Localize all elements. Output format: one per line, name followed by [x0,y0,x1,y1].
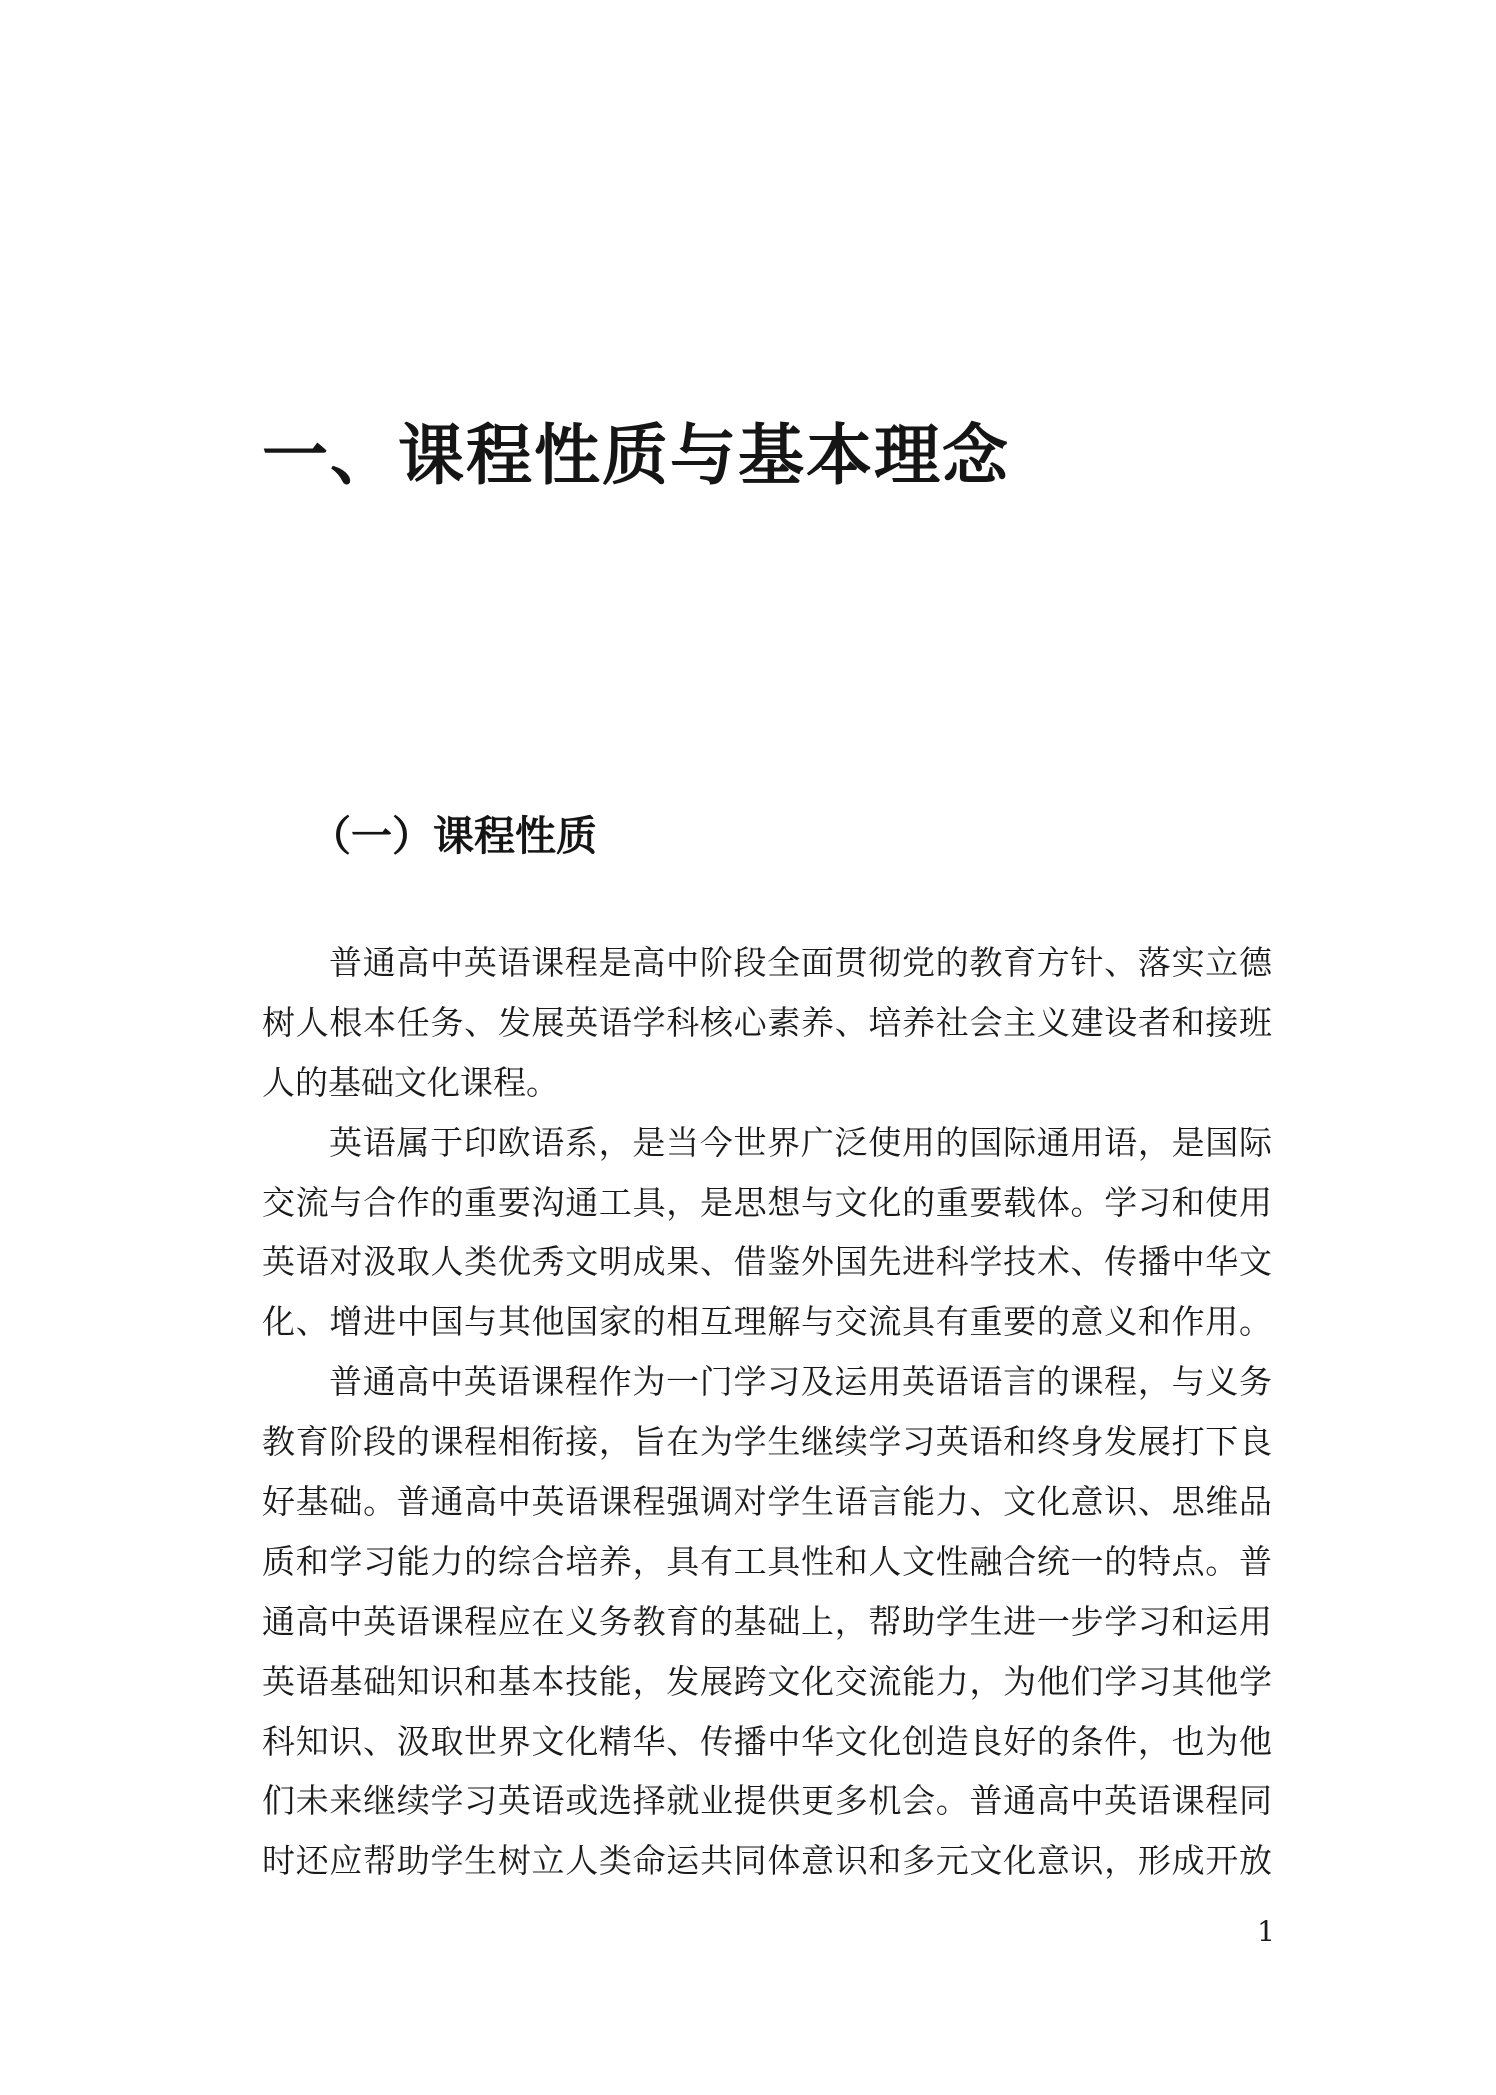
text-line: 教育阶段的课程相衔接，旨在为学生继续学习英语和终身发展打下良 [262,1422,1272,1462]
paragraph-1 [262,933,1272,1113]
section-title: （一）课程性质 [310,812,597,860]
page-number: 1 [1257,1915,1275,1948]
text-line: 科知识、汲取世界文化精华、传播中华文化创造良好的条件，也为他 [262,1721,1272,1761]
text-line: 普通高中英语课程作为一门学习及运用英语语言的课程，与义务 [329,1362,1272,1402]
text-line: 通高中英语课程应在义务教育的基础上，帮助学生进一步学习和运用 [262,1601,1272,1641]
text-line: 好基础。普通高中英语课程强调对学生语言能力、文化意识、思维品 [262,1482,1272,1522]
text-line: 们未来继续学习英语或选择就业提供更多机会。普通高中英语课程同 [262,1781,1272,1821]
text-line: 英语基础知识和基本技能，发展跨文化交流能力，为他们学习其他学 [262,1661,1272,1701]
text-line: 化、增进中国与其他国家的相互理解与交流具有重要的意义和作用。 [262,1302,1272,1342]
paragraph-2 [262,1113,1272,1353]
text-line: 英语属于印欧语系，是当今世界广泛使用的国际通用语，是国际 [329,1122,1272,1162]
text-line: 人的基础文化课程。 [262,1062,559,1102]
text-line: 普通高中英语课程是高中阶段全面贯彻党的教育方针、落实立德 [329,943,1272,982]
paragraph-3 [262,1352,1272,1891]
chapter-title: 一、课程性质与基本理念 [262,416,1010,494]
text-line: 树人根本任务、发展英语学科核心素养、培养社会主义建设者和接班 [262,1002,1272,1042]
text-line: 时还应帮助学生树立人类命运共同体意识和多元文化意识，形成开放 [262,1841,1272,1881]
text-line: 交流与合作的重要沟通工具，是思想与文化的重要载体。学习和使用 [262,1182,1272,1222]
text-line: 英语对汲取人类优秀文明成果、借鉴外国先进科学技术、传播中华文 [262,1242,1272,1282]
body-text [262,933,1272,1891]
text-line: 质和学习能力的综合培养，具有工具性和人文性融合统一的特点。普 [262,1541,1272,1581]
